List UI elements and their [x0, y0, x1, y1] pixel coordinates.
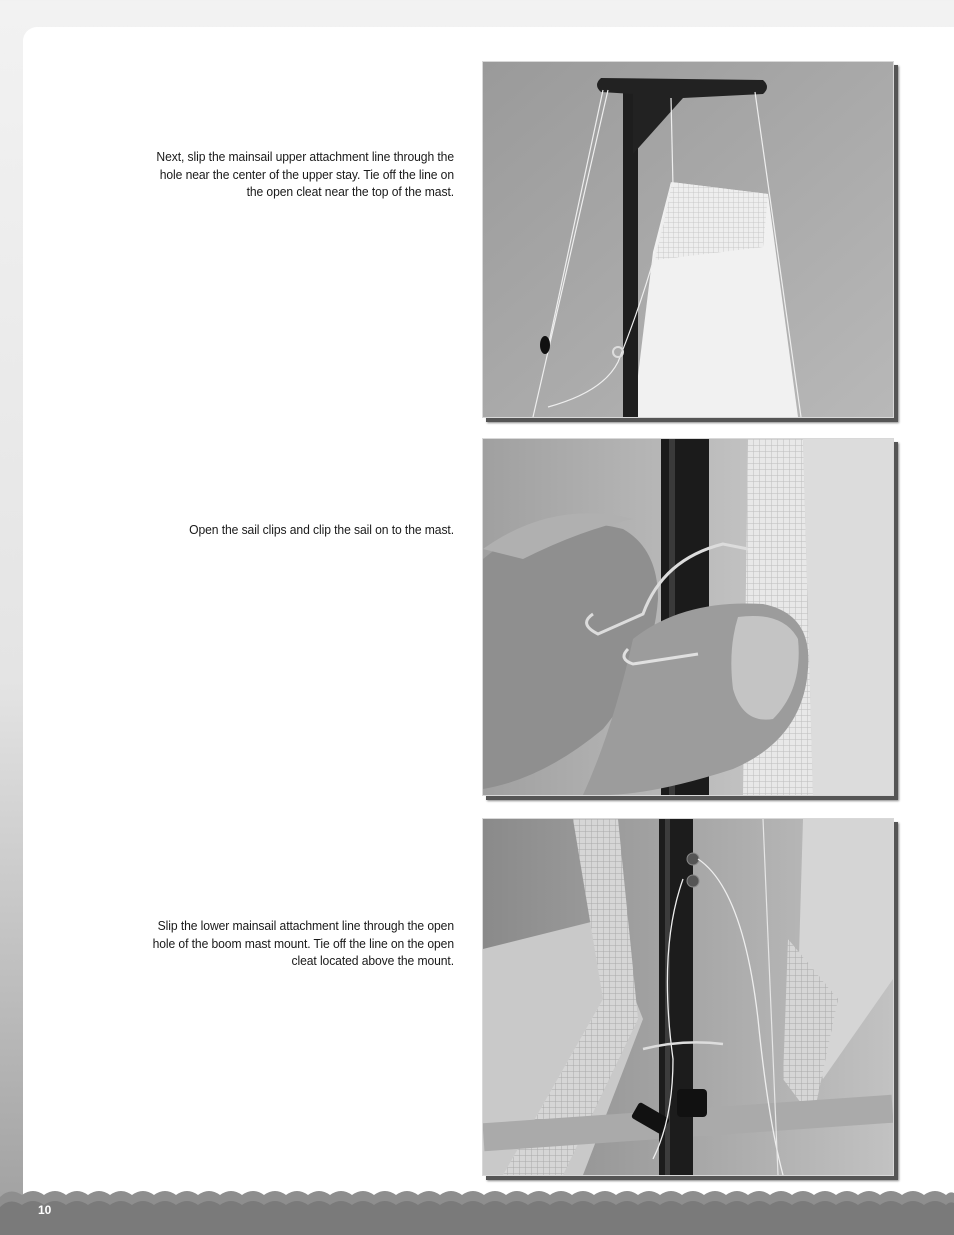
step-1-photo [482, 61, 894, 418]
step-2-text: Open the sail clips and clip the sail on to the mast. [189, 522, 454, 537]
step-3-photo [482, 818, 894, 1176]
page-number: 10 [38, 1203, 52, 1217]
step-1-text: Next, slip the mainsail upper attachment line through the hole near the center of the upper stay. Tie off the line on the open cleat near the top of the mast. [156, 149, 454, 199]
step-2-photo [482, 438, 894, 796]
wave-footer-band [0, 1185, 954, 1235]
step-3-text: Slip the lower mainsail attachment line through the open hole of the boom mast mount. Tie off the line on the open cleat located above the mount. [152, 918, 454, 968]
